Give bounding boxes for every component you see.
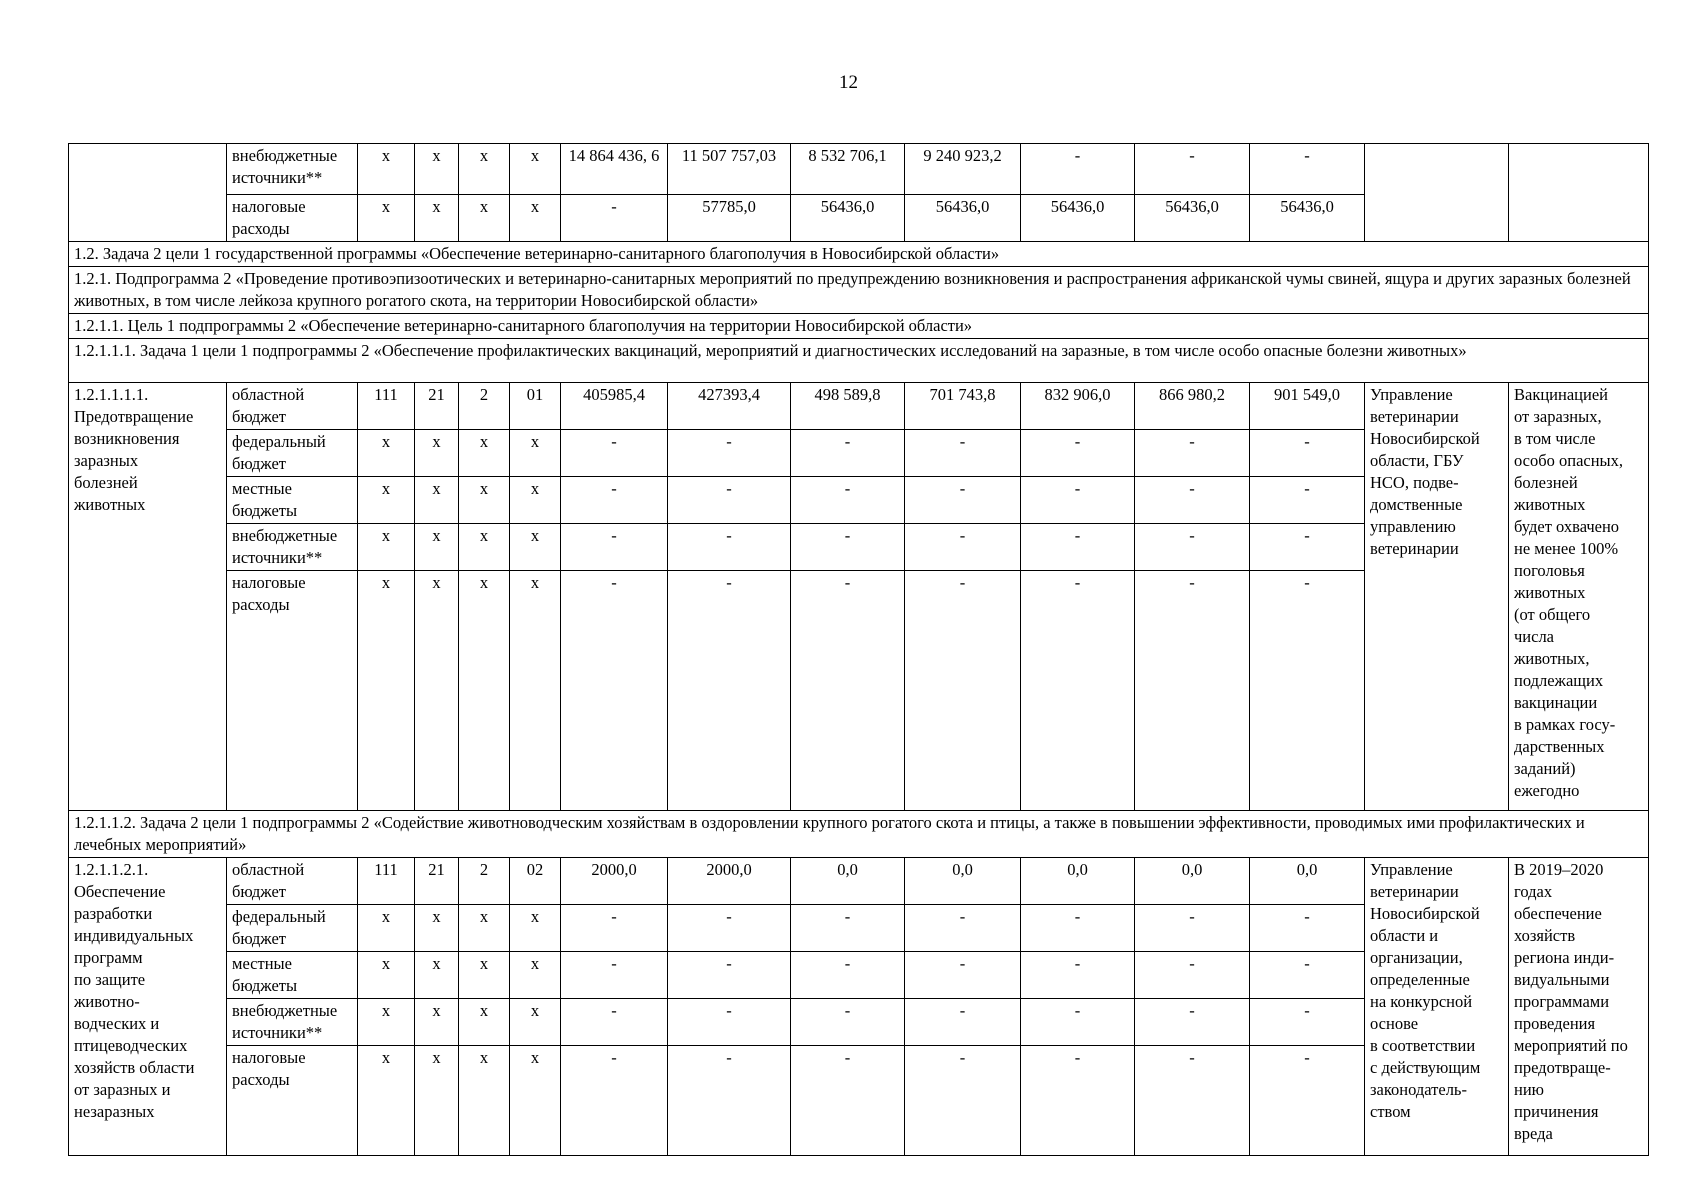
amount-value: -	[1021, 999, 1135, 1046]
amount-value: -	[668, 905, 791, 952]
table-row	[69, 144, 1649, 195]
expected-result-cell-line: нию	[1514, 1080, 1544, 1099]
budget-code: х	[358, 952, 415, 999]
amount-value: -	[561, 952, 668, 999]
amount-value: -	[668, 952, 791, 999]
budget-code: х	[510, 1046, 561, 1156]
executor-cell	[1365, 383, 1509, 811]
budget-code: х	[510, 144, 561, 195]
budget-code: х	[415, 952, 459, 999]
executor-cell-line: ветеринарии	[1370, 407, 1459, 426]
continued-executor-cell	[1365, 144, 1509, 242]
funding-source: налоговые расходы	[227, 571, 358, 811]
expected-result-cell-line: заданий)	[1514, 759, 1576, 778]
amount-value: 866 980,2	[1135, 383, 1250, 430]
event-name-cell-line: животно-	[74, 992, 140, 1011]
budget-code: 2	[459, 858, 510, 905]
funding-source: внебюджетные источники**	[227, 144, 358, 195]
amount-value: 832 906,0	[1021, 383, 1135, 430]
amount-value: 0,0	[905, 858, 1021, 905]
budget-code: х	[358, 999, 415, 1046]
funding-source: налоговые расходы	[227, 1046, 358, 1156]
amount-value: -	[791, 430, 905, 477]
budget-code: х	[415, 430, 459, 477]
budget-code: 2	[459, 383, 510, 430]
expected-result-cell-line: в том числе	[1514, 429, 1596, 448]
event-name-cell-line: разработки	[74, 904, 153, 923]
amount-value: -	[1250, 905, 1365, 952]
amount-value: -	[1135, 477, 1250, 524]
event-name-cell-line: программ	[74, 948, 143, 967]
amount-value: 0,0	[1135, 858, 1250, 905]
budget-code: х	[459, 195, 510, 242]
amount-value: 2000,0	[561, 858, 668, 905]
budget-code: х	[510, 952, 561, 999]
budget-code: х	[358, 477, 415, 524]
amount-value: -	[1135, 524, 1250, 571]
expected-result-cell	[1509, 858, 1649, 1156]
amount-value: -	[1135, 1046, 1250, 1156]
budget-code: х	[415, 1046, 459, 1156]
expected-result-cell-line: обеспечение	[1514, 904, 1602, 923]
expected-result-cell-line: мероприятий по	[1514, 1036, 1628, 1055]
funding-source: областной бюджет	[227, 383, 358, 430]
amount-value: -	[561, 524, 668, 571]
budget-code: х	[459, 430, 510, 477]
expected-result-cell-line: ежегодно	[1514, 781, 1580, 800]
amount-value: -	[791, 524, 905, 571]
budget-code: х	[415, 999, 459, 1046]
budget-code: х	[510, 430, 561, 477]
event-name-cell	[69, 383, 227, 811]
amount-value: -	[1135, 952, 1250, 999]
event-name-cell-line: незаразных	[74, 1102, 155, 1121]
expected-result-cell-line: от заразных,	[1514, 407, 1602, 426]
table-row	[69, 242, 1649, 267]
executor-cell-line: домственные	[1370, 495, 1463, 514]
amount-value: -	[905, 524, 1021, 571]
funding-source: внебюджетные источники**	[227, 524, 358, 571]
budget-code: х	[459, 571, 510, 811]
amount-value: 56436,0	[905, 195, 1021, 242]
amount-value: -	[905, 999, 1021, 1046]
budget-code: х	[459, 952, 510, 999]
amount-value: -	[561, 1046, 668, 1156]
executor-cell-line: Новосибирской	[1370, 904, 1480, 923]
budget-code: х	[459, 524, 510, 571]
expected-result-cell-line: проведения	[1514, 1014, 1596, 1033]
executor-cell-line: с действующим	[1370, 1058, 1481, 1077]
event-name-cell-line: болезней	[74, 473, 138, 492]
amount-value: -	[1135, 144, 1250, 195]
executor-cell-line: Управление	[1370, 385, 1453, 404]
page-number: 12	[839, 72, 858, 93]
expected-result-cell	[1509, 383, 1649, 811]
amount-value: -	[905, 952, 1021, 999]
amount-value: -	[668, 477, 791, 524]
expected-result-cell-line: болезней	[1514, 473, 1578, 492]
event-name-cell-line: птицеводческих	[74, 1036, 188, 1055]
expected-result-cell-line: предотвраще-	[1514, 1058, 1611, 1077]
amount-value: -	[791, 1046, 905, 1156]
amount-value: -	[1021, 905, 1135, 952]
expected-result-cell-line: животных	[1514, 583, 1586, 602]
executor-cell-line: организации,	[1370, 948, 1463, 967]
executor-cell-line: области, ГБУ	[1370, 451, 1464, 470]
executor-cell-line: ством	[1370, 1102, 1411, 1121]
section-header-task-1-2-1-1-1: 1.2.1.1.1. Задача 1 цели 1 подпрограммы 2 «Обеспечение профилактических вакцинаций, мероприятий и диагностических исследований на заразные, в том числе особо опасные болезни животных»	[69, 339, 1649, 383]
amount-value: -	[668, 571, 791, 811]
amount-value: -	[791, 571, 905, 811]
amount-value: 901 549,0	[1250, 383, 1365, 430]
amount-value: -	[1250, 999, 1365, 1046]
budget-code: х	[415, 905, 459, 952]
amount-value: 56436,0	[1021, 195, 1135, 242]
expected-result-cell-line: особо опасных,	[1514, 451, 1624, 470]
expected-result-cell-line: Вакцинацией	[1514, 385, 1608, 404]
event-name-cell-line: водческих и	[74, 1014, 160, 1033]
continued-name-cell	[69, 144, 227, 242]
amount-value: -	[1021, 1046, 1135, 1156]
expected-result-cell-line: будет охвачено	[1514, 517, 1620, 536]
amount-value: -	[791, 905, 905, 952]
amount-value: 56436,0	[1135, 195, 1250, 242]
amount-value: -	[561, 430, 668, 477]
budget-code: х	[510, 477, 561, 524]
budget-code: х	[358, 144, 415, 195]
funding-source: местные бюджеты	[227, 477, 358, 524]
table-row	[69, 339, 1649, 383]
table-body	[69, 144, 1649, 1156]
budget-code: 21	[415, 383, 459, 430]
expected-result-cell-line: видуальными	[1514, 970, 1610, 989]
table-row	[69, 858, 1649, 905]
amount-value: -	[905, 571, 1021, 811]
budget-code: х	[358, 571, 415, 811]
budget-code: х	[459, 144, 510, 195]
expected-result-cell-line: дарственных	[1514, 737, 1605, 756]
budget-code: х	[358, 1046, 415, 1156]
event-name-cell	[69, 858, 227, 1156]
budget-code: х	[510, 524, 561, 571]
amount-value: -	[1021, 477, 1135, 524]
amount-value: -	[668, 524, 791, 571]
expected-result-cell-line: причинения	[1514, 1102, 1599, 1121]
executor-cell-line: Управление	[1370, 860, 1453, 879]
budget-code: х	[415, 477, 459, 524]
funding-source: федеральный бюджет	[227, 905, 358, 952]
amount-value: -	[1135, 430, 1250, 477]
event-name-cell-line: от заразных и	[74, 1080, 171, 1099]
event-name-cell-line: индивидуальных	[74, 926, 194, 945]
expected-result-cell-line: числа	[1514, 627, 1555, 646]
budget-code: х	[510, 195, 561, 242]
budget-code: 01	[510, 383, 561, 430]
amount-value: 498 589,8	[791, 383, 905, 430]
amount-value: 0,0	[1250, 858, 1365, 905]
amount-value: -	[905, 430, 1021, 477]
amount-value: 11 507 757,03	[668, 144, 791, 195]
program-table	[68, 143, 1649, 1156]
executor-cell-line: законодатель-	[1370, 1080, 1467, 1099]
expected-result-cell-line: вреда	[1514, 1124, 1553, 1143]
budget-code: х	[358, 524, 415, 571]
amount-value: -	[1250, 952, 1365, 999]
executor-cell-line: ветеринарии	[1370, 882, 1459, 901]
amount-value: -	[1135, 999, 1250, 1046]
amount-value: -	[561, 905, 668, 952]
amount-value: -	[791, 477, 905, 524]
amount-value: 427393,4	[668, 383, 791, 430]
executor-cell-line: в соответствии	[1370, 1036, 1476, 1055]
amount-value: -	[561, 477, 668, 524]
amount-value: -	[1021, 144, 1135, 195]
amount-value: -	[1250, 1046, 1365, 1156]
amount-value: -	[1021, 952, 1135, 999]
continued-result-cell	[1509, 144, 1649, 242]
table-row	[69, 383, 1649, 430]
event-name-cell-line: хозяйств области	[74, 1058, 195, 1077]
amount-value: -	[905, 477, 1021, 524]
expected-result-cell-line: региона инди-	[1514, 948, 1615, 967]
expected-result-cell-line: (от общего	[1514, 605, 1591, 624]
amount-value: -	[668, 430, 791, 477]
amount-value: -	[1250, 571, 1365, 811]
expected-result-cell-line: вакцинации	[1514, 693, 1598, 712]
amount-value: -	[1250, 477, 1365, 524]
section-header-goal-1-2-1-1: 1.2.1.1. Цель 1 подпрограммы 2 «Обеспечение ветеринарно-санитарного благополучия на территории Новосибирской области»	[69, 314, 1649, 339]
budget-code: х	[415, 524, 459, 571]
budget-code: 21	[415, 858, 459, 905]
funding-source: федеральный бюджет	[227, 430, 358, 477]
expected-result-cell-line: В 2019–2020	[1514, 860, 1604, 879]
expected-result-cell-line: не менее 100%	[1514, 539, 1619, 558]
executor-cell	[1365, 858, 1509, 1156]
amount-value: -	[905, 905, 1021, 952]
section-header-task-1-2: 1.2. Задача 2 цели 1 государственной программы «Обеспечение ветеринарно-санитарного благополучия в Новосибирской области»	[69, 242, 1649, 267]
budget-code: х	[358, 905, 415, 952]
budget-code: х	[415, 195, 459, 242]
amount-value: 0,0	[1021, 858, 1135, 905]
amount-value: -	[561, 571, 668, 811]
budget-code: х	[358, 195, 415, 242]
budget-code: х	[415, 144, 459, 195]
amount-value: 57785,0	[668, 195, 791, 242]
funding-source: внебюджетные источники**	[227, 999, 358, 1046]
expected-result-cell-line: поголовья	[1514, 561, 1585, 580]
amount-value: 701 743,8	[905, 383, 1021, 430]
budget-code: х	[358, 430, 415, 477]
expected-result-cell-line: животных,	[1514, 649, 1590, 668]
executor-cell-line: на конкурсной	[1370, 992, 1473, 1011]
amount-value: -	[905, 1046, 1021, 1156]
amount-value: -	[1250, 524, 1365, 571]
amount-value: -	[561, 195, 668, 242]
amount-value: -	[1021, 430, 1135, 477]
event-name-cell-line: возникновения	[74, 429, 180, 448]
amount-value: 8 532 706,1	[791, 144, 905, 195]
amount-value: -	[791, 952, 905, 999]
event-name-cell-line: Обеспечение	[74, 882, 166, 901]
executor-cell-line: НСО, подве-	[1370, 473, 1459, 492]
amount-value: -	[668, 1046, 791, 1156]
section-header-task-1-2-1-1-2: 1.2.1.1.2. Задача 2 цели 1 подпрограммы 2 «Содействие животноводческим хозяйствам в оздоровлении крупного рогатого скота и птицы, а также в повышении эффективности, проводимых ими профилактических и лечебных мероприятий»	[69, 811, 1649, 858]
amount-value: 405985,4	[561, 383, 668, 430]
table-row	[69, 267, 1649, 314]
expected-result-cell-line: хозяйств	[1514, 926, 1576, 945]
event-name-cell-line: заразных	[74, 451, 139, 470]
funding-source: областной бюджет	[227, 858, 358, 905]
event-name-cell-line: 1.2.1.1.2.1.	[74, 860, 149, 879]
budget-code: х	[459, 999, 510, 1046]
expected-result-cell-line: подлежащих	[1514, 671, 1604, 690]
budget-code: х	[510, 905, 561, 952]
budget-code: х	[510, 999, 561, 1046]
amount-value: 9 240 923,2	[905, 144, 1021, 195]
expected-result-cell-line: программами	[1514, 992, 1610, 1011]
amount-value: -	[561, 999, 668, 1046]
table-row	[69, 811, 1649, 858]
budget-code: х	[415, 571, 459, 811]
budget-code: х	[510, 571, 561, 811]
expected-result-cell-line: годах	[1514, 882, 1553, 901]
budget-code: 02	[510, 858, 561, 905]
amount-value: -	[1135, 571, 1250, 811]
executor-cell-line: основе	[1370, 1014, 1419, 1033]
amount-value: -	[668, 999, 791, 1046]
amount-value: -	[1250, 144, 1365, 195]
executor-cell-line: управлению	[1370, 517, 1456, 536]
amount-value: 56436,0	[1250, 195, 1365, 242]
budget-code: х	[459, 477, 510, 524]
executor-cell-line: ветеринарии	[1370, 539, 1459, 558]
amount-value: 14 864 436, 6	[561, 144, 668, 195]
event-name-cell-line: по защите	[74, 970, 146, 989]
table-row	[69, 314, 1649, 339]
amount-value: 56436,0	[791, 195, 905, 242]
expected-result-cell-line: животных	[1514, 495, 1586, 514]
budget-code: 111	[358, 383, 415, 430]
amount-value: -	[1250, 430, 1365, 477]
amount-value: -	[1021, 524, 1135, 571]
budget-code: х	[459, 905, 510, 952]
executor-cell-line: определенные	[1370, 970, 1470, 989]
amount-value: 2000,0	[668, 858, 791, 905]
budget-code: х	[459, 1046, 510, 1156]
event-name-cell-line: Предотвращение	[74, 407, 194, 426]
amount-value: 0,0	[791, 858, 905, 905]
funding-source: налоговые расходы	[227, 195, 358, 242]
executor-cell-line: области и	[1370, 926, 1439, 945]
expected-result-cell-line: в рамках госу-	[1514, 715, 1616, 734]
event-name-cell-line: 1.2.1.1.1.1.	[74, 385, 149, 404]
budget-code: 111	[358, 858, 415, 905]
event-name-cell-line: животных	[74, 495, 146, 514]
funding-source: местные бюджеты	[227, 952, 358, 999]
amount-value: -	[1021, 571, 1135, 811]
executor-cell-line: Новосибирской	[1370, 429, 1480, 448]
amount-value: -	[791, 999, 905, 1046]
section-header-subprogram-1-2-1: 1.2.1. Подпрограмма 2 «Проведение противоэпизоотических и ветеринарно-санитарных мероприятий по предупреждению возникновения и распространения африканской чумы свиней, ящура и других заразных болезней животных, в том числе лейкоза крупного рогатого скота, на территории Новосибирской области»	[69, 267, 1649, 314]
amount-value: -	[1135, 905, 1250, 952]
